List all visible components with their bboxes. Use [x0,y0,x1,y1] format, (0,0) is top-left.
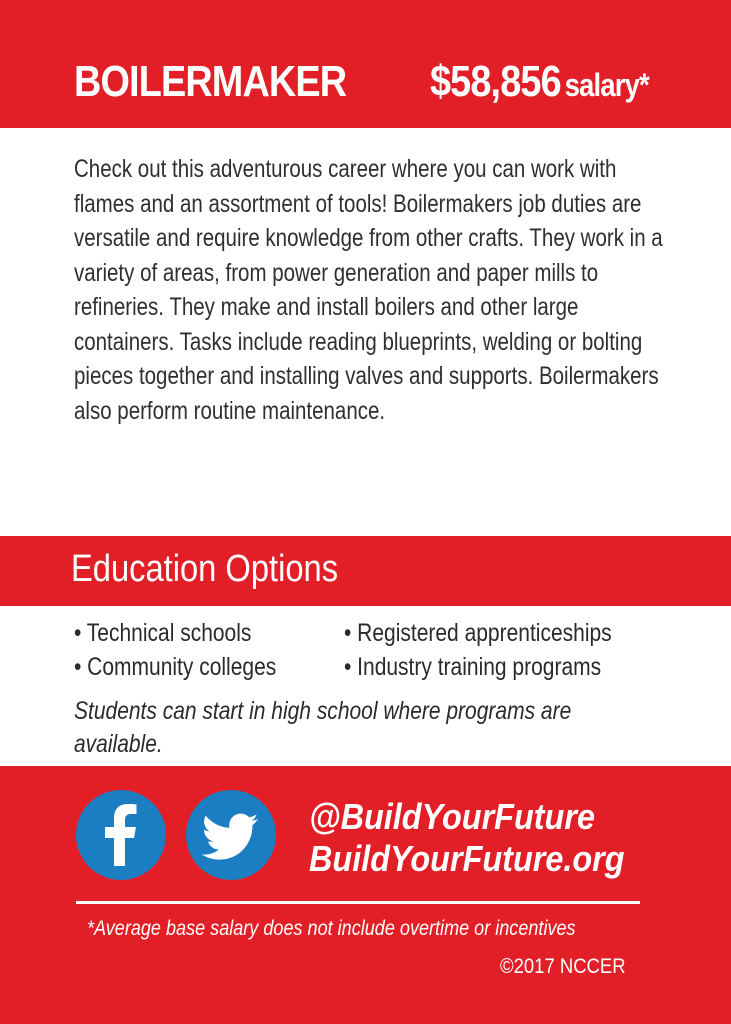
education-option: • Registered apprenticeships [344,619,612,647]
salary-label: salary* [564,67,649,103]
twitter-icon[interactable] [186,790,276,880]
career-title: BOILERMAKER [74,57,347,106]
education-option: • Technical schools [74,619,252,647]
education-note: Students can start in high school where programs are available. [74,697,572,758]
website-link[interactable]: BuildYourFuture.org [309,838,625,879]
career-description: Check out this adventurous career where you can work with flames and an assortment of tools! Boilermakers job duties are versatile and require knowledge from other crafts. They work in a variety of areas, from power generation and paper mills to refineries. They make and install boilers and other large containers. Tasks include reading blueprints, welding or bolting pieces together and installing valves and supports. Boilermakers also perform routine maintenance. [74,155,663,425]
social-handle[interactable]: @BuildYourFuture [309,796,595,837]
footer-divider [76,901,640,904]
salary [430,56,649,118]
education-option: • Industry training programs [344,653,602,681]
facebook-icon[interactable] [76,790,166,880]
education-title: Education Options [71,548,339,590]
copyright: ©2017 NCCER [500,955,626,978]
education-option: • Community colleges [74,653,277,681]
salary-disclaimer: *Average base salary does not include overtime or incentives [87,917,576,940]
salary-amount: $58,856 [430,57,561,106]
